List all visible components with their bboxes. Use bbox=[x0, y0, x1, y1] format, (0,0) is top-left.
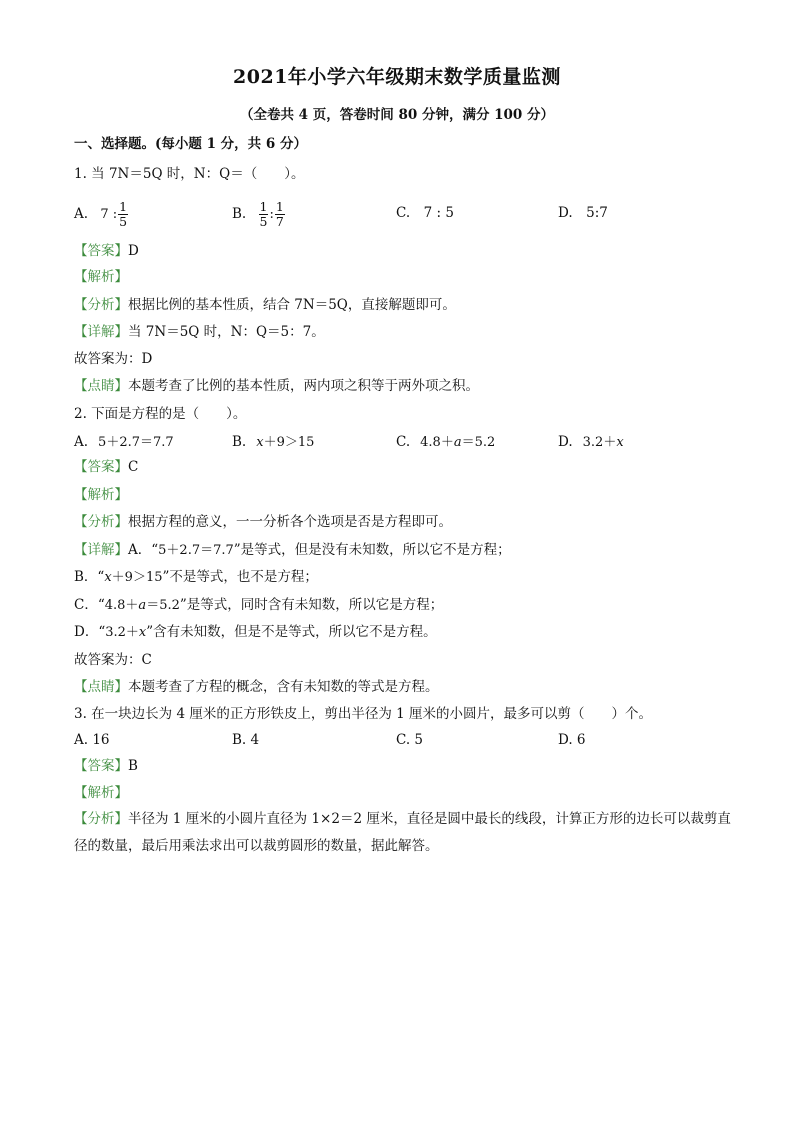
q1-final-answer: 故答案为：D bbox=[74, 351, 153, 367]
q3-fenxi bbox=[74, 806, 734, 860]
fraction-denominator: 7 bbox=[275, 214, 284, 229]
q2-option-a-label: A. bbox=[74, 434, 89, 450]
q2-answer bbox=[74, 458, 138, 476]
q2-analysis-tag: 【解析】 bbox=[74, 487, 128, 503]
inline-math: ＋9＞15 bbox=[111, 570, 163, 585]
q1-analysis-tag: 【解析】 bbox=[74, 269, 128, 285]
q1-option-a-ratio: 7 : bbox=[100, 207, 118, 222]
inline-math: 3.2＋ bbox=[105, 625, 139, 640]
q2-xiangjie-b bbox=[74, 568, 318, 587]
q3-answer bbox=[74, 757, 138, 775]
q3-stem: 3. 在一块边长为 4 厘米的正方形铁皮上，剪出半径为 1 厘米的小圆片，最多可以剪（ ）个。 bbox=[74, 706, 653, 722]
variable-a: a bbox=[138, 598, 147, 613]
q1-option-b-fraction-1 bbox=[259, 200, 269, 229]
fenxi-tag: 【分析】 bbox=[74, 811, 128, 827]
q2-option-d-math: 3.2＋ bbox=[582, 435, 617, 450]
q2-stem: 2. 下面是方程的是（ ）。 bbox=[74, 406, 247, 422]
q2-option-a bbox=[74, 433, 174, 452]
fraction-numerator: 1 bbox=[119, 199, 128, 214]
q2-xiangjie-a bbox=[74, 541, 511, 560]
dianjing-text: 本题考查了方程的概念，含有未知数的等式是方程。 bbox=[128, 679, 439, 695]
q1-option-b-fraction-2 bbox=[275, 200, 285, 229]
q2-option-c-math-2: ＝5.2 bbox=[461, 435, 496, 450]
q1-option-c: C. 7 : 5 bbox=[396, 205, 454, 221]
q1-xiangjie bbox=[74, 323, 325, 341]
answer-tag: 【答案】 bbox=[74, 459, 128, 475]
q3-option-c: C. 5 bbox=[396, 732, 424, 748]
q2-option-c-math-1: 4.8＋ bbox=[420, 435, 454, 450]
q1-option-b-label: B. bbox=[232, 206, 247, 222]
q3-option-d: D. 6 bbox=[558, 732, 586, 748]
explanation-text: ”是等式，但是没有未知数，所以它不是方程； bbox=[233, 542, 511, 558]
quote-open: C．“ bbox=[74, 597, 105, 613]
quote-open: A．“ bbox=[128, 542, 159, 558]
inline-math: 4.8＋ bbox=[104, 598, 139, 613]
q3-option-a: A. 16 bbox=[74, 732, 110, 748]
variable-x: x bbox=[104, 570, 112, 585]
explanation-text: ”含有未知数，但是不是等式，所以它不是方程。 bbox=[146, 624, 437, 640]
fraction-numerator: 1 bbox=[259, 199, 268, 214]
q2-xiangjie-d bbox=[74, 623, 437, 642]
ratio-colon: : bbox=[269, 207, 274, 222]
answer-tag: 【答案】 bbox=[74, 243, 128, 259]
xiangjie-tag: 【详解】 bbox=[74, 324, 128, 340]
q3-analysis-tag: 【解析】 bbox=[74, 785, 128, 801]
q3-option-b: B. 4 bbox=[232, 732, 260, 748]
fenxi-tag: 【分析】 bbox=[74, 297, 128, 313]
quote-open: D．“ bbox=[74, 624, 106, 640]
q1-dianjing bbox=[74, 377, 479, 395]
fenxi-text: 根据比例的基本性质，结合 7N＝5Q，直接解题即可。 bbox=[128, 297, 456, 313]
q2-option-b-math: ＋9＞15 bbox=[263, 435, 315, 450]
fraction-numerator: 1 bbox=[275, 199, 284, 214]
q2-dianjing bbox=[74, 678, 439, 696]
variable-a: a bbox=[453, 435, 462, 450]
answer-value: D bbox=[128, 243, 139, 259]
section-heading: 一、选择题。(每小题 1 分，共 6 分） bbox=[74, 136, 307, 152]
dianjing-text: 本题考查了比例的基本性质，两内项之积等于两外项之积。 bbox=[128, 378, 479, 394]
q1-fenxi bbox=[74, 296, 456, 314]
fraction-denominator: 5 bbox=[119, 214, 128, 229]
q1-answer bbox=[74, 242, 139, 260]
q2-option-a-math: 5＋2.7＝7.7 bbox=[98, 435, 174, 450]
variable-x: x bbox=[138, 625, 147, 640]
answer-tag: 【答案】 bbox=[74, 758, 128, 774]
q1-option-b bbox=[232, 200, 286, 229]
answer-value: C bbox=[128, 459, 139, 475]
page-subtitle: （全卷共 4 页，答卷时间 80 分钟，满分 100 分） bbox=[239, 107, 555, 123]
q2-option-d-label: D. bbox=[558, 434, 573, 450]
q1-option-a-label: A. bbox=[74, 206, 89, 222]
xiangjie-tag: 【详解】 bbox=[74, 542, 128, 558]
q2-xiangjie-c bbox=[74, 596, 443, 615]
dianjing-tag: 【点睛】 bbox=[74, 679, 128, 695]
q1-option-a bbox=[74, 200, 129, 229]
quote-open: B．“ bbox=[74, 569, 105, 585]
dianjing-tag: 【点睛】 bbox=[74, 378, 128, 394]
answer-value: B bbox=[128, 758, 138, 774]
q2-final-answer: 故答案为：C bbox=[74, 652, 152, 668]
page-title: 2021年小学六年级期末数学质量监测 bbox=[233, 66, 561, 88]
explanation-text: ”是等式，同时含有未知数，所以它是方程； bbox=[179, 597, 444, 613]
q2-option-c bbox=[396, 433, 495, 452]
q1-option-d: D. 5:7 bbox=[558, 205, 608, 221]
variable-x: x bbox=[616, 435, 624, 450]
q2-fenxi bbox=[74, 513, 452, 531]
q1-stem: 1. 当 7N＝5Q 时，N：Q＝（ ）。 bbox=[74, 166, 305, 182]
q2-option-b bbox=[232, 433, 314, 452]
q2-option-c-label: C. bbox=[396, 434, 411, 450]
variable-x: x bbox=[256, 435, 264, 450]
fenxi-tag: 【分析】 bbox=[74, 514, 128, 530]
q2-option-b-label: B. bbox=[232, 434, 247, 450]
q1-option-a-fraction bbox=[118, 200, 128, 229]
fenxi-text: 半径为 1 厘米的小圆片直径为 1×2＝2 厘米，直径是圆中最长的线段，计算正方形的边长可以裁剪直径的数量，最后用乘法求出可以裁剪圆形的数量，据此解答。 bbox=[74, 811, 731, 854]
fenxi-text: 根据方程的意义，一一分析各个选项是否是方程即可。 bbox=[128, 514, 452, 530]
inline-math: ＝5.2 bbox=[146, 598, 180, 613]
q2-option-d bbox=[558, 433, 624, 452]
explanation-text: ”不是等式，也不是方程； bbox=[162, 569, 318, 585]
inline-math: 5＋2.7＝7.7 bbox=[158, 543, 234, 558]
fraction-denominator: 5 bbox=[259, 214, 268, 229]
xiangjie-text: 当 7N＝5Q 时，N：Q＝5：7。 bbox=[128, 324, 325, 340]
